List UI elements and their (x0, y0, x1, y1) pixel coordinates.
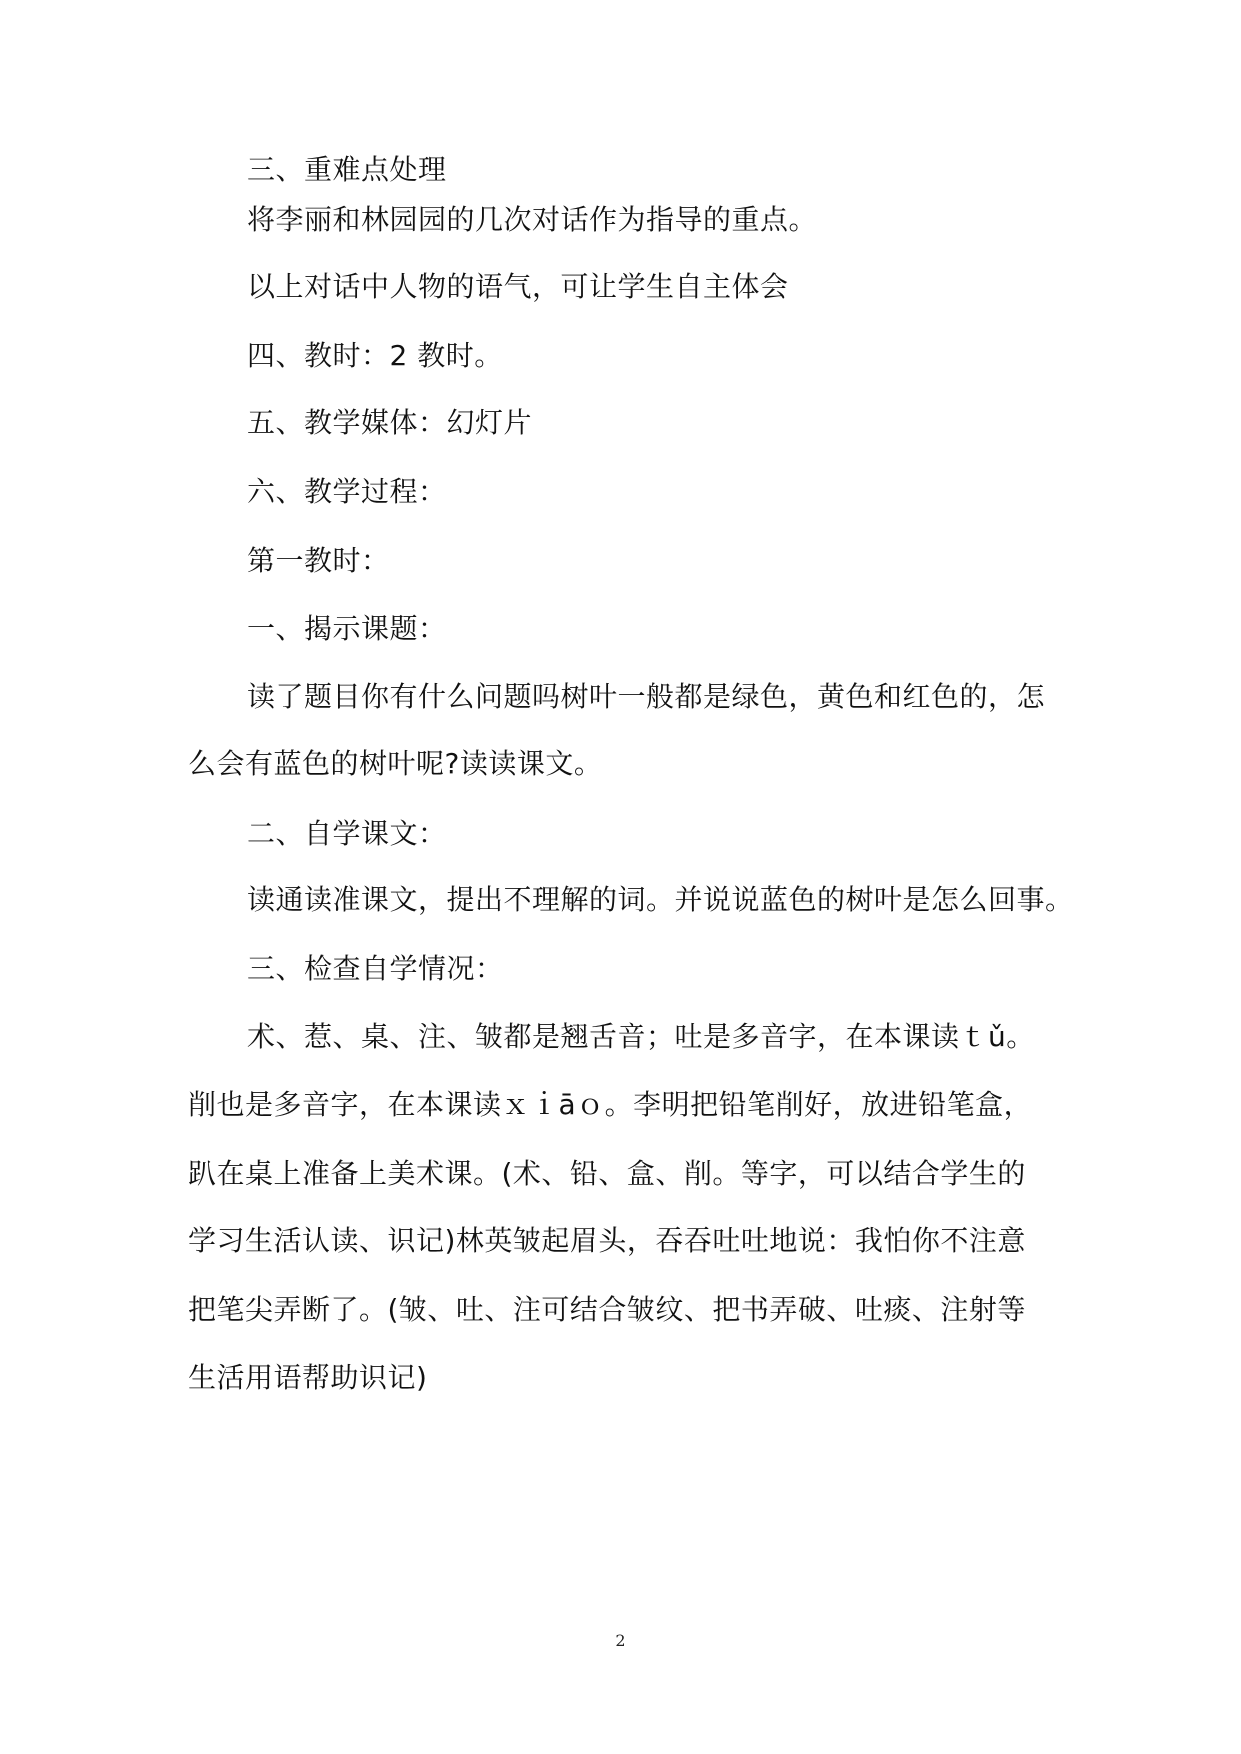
subsection-heading: 一、揭示课题： (247, 612, 447, 645)
paragraph-line: 术、惹、桌、注、皱都是翘舌音；吐是多音字，在本课读ｔǔ。 (247, 1020, 1035, 1053)
section-heading-difficulties: 三、重难点处理 (247, 153, 447, 186)
paragraph-line: 学习生活认读、识记)林英皱起眉头，吞吞吐吐地说：我怕你不注意 (188, 1224, 1026, 1257)
lesson-heading: 第一教时： (247, 544, 390, 577)
section-heading-media: 五、教学媒体：幻灯片 (247, 406, 533, 439)
page-number: 2 (615, 1631, 626, 1650)
paragraph-line: 将李丽和林园园的几次对话作为指导的重点。 (247, 203, 818, 236)
section-heading-process: 六、教学过程： (247, 475, 447, 508)
paragraph-line: 读通读准课文，提出不理解的词。并说说蓝色的树叶是怎么回事。 (247, 883, 1074, 916)
paragraph-line: 削也是多音字，在本课读ｘｉāｏ。李明把铅笔削好，放进铅笔盒， (188, 1088, 1033, 1121)
paragraph-line: 生活用语帮助识记) (188, 1361, 428, 1394)
paragraph-line: 读了题目你有什么问题吗树叶一般都是绿色，黄色和红色的，怎 (247, 680, 1046, 713)
subsection-heading: 三、检查自学情况： (247, 952, 504, 985)
paragraph-line: 么会有蓝色的树叶呢?读读课文。 (188, 747, 603, 780)
section-heading-class-hours: 四、教时：2 教时。 (247, 339, 503, 372)
subsection-heading: 二、自学课文： (247, 817, 447, 850)
paragraph-line: 以上对话中人物的语气，可让学生自主体会 (247, 270, 789, 303)
paragraph-line: 趴在桌上准备上美术课。(术、铅、盒、削。等字，可以结合学生的 (188, 1157, 1026, 1190)
paragraph-line: 把笔尖弄断了。(皱、吐、注可结合皱纹、把书弄破、吐痰、注射等 (188, 1293, 1026, 1326)
